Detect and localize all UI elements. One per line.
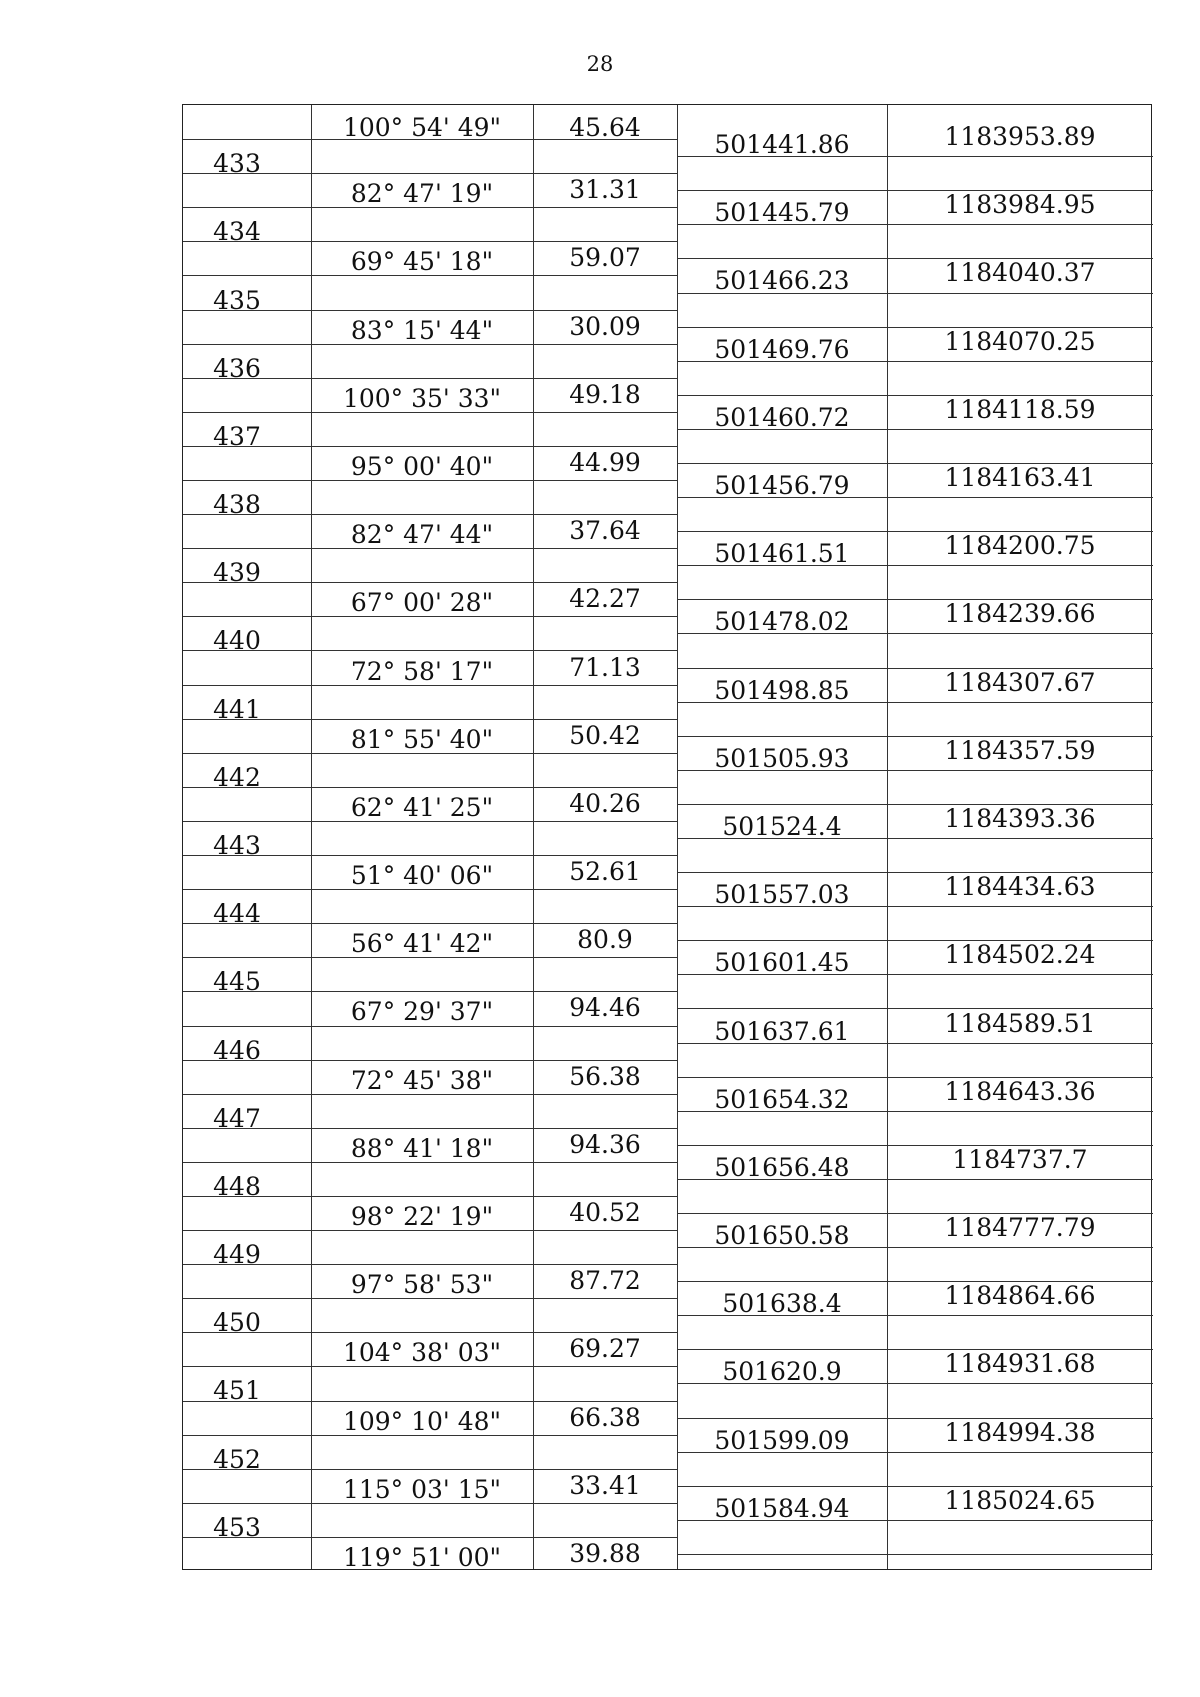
y-coordinate-cell: 1184931.68 (944, 1349, 1096, 1379)
row-divider (677, 1554, 1153, 1555)
x-coordinate-cell: 501599.09 (714, 1425, 850, 1455)
distance-cell: 87.72 (569, 1266, 641, 1296)
distance-cell: 39.88 (569, 1538, 641, 1568)
point-number-cell: 441 (213, 694, 261, 724)
bearing-cell: 97° 58' 53" (350, 1270, 494, 1300)
coordinate-table (182, 104, 1152, 1570)
distance-cell: 49.18 (569, 379, 641, 409)
bearing-cell: 115° 03' 15" (342, 1474, 502, 1504)
bearing-cell: 72° 45' 38" (350, 1065, 494, 1095)
bearing-cell: 88° 41' 18" (350, 1133, 494, 1163)
point-number-cell: 439 (213, 558, 261, 588)
x-coordinate-cell: 501601.45 (714, 948, 850, 978)
distance-cell: 30.09 (569, 311, 641, 341)
y-coordinate-cell: 1184777.79 (944, 1213, 1096, 1243)
x-coordinate-cell: 501637.61 (714, 1016, 850, 1046)
distance-cell: 80.9 (577, 925, 633, 955)
y-coordinate-cell: 1184864.66 (944, 1281, 1096, 1311)
y-coordinate-cell: 1184307.67 (944, 667, 1096, 697)
distance-cell: 59.07 (569, 243, 641, 273)
x-coordinate-cell: 501461.51 (714, 539, 850, 569)
point-number-cell: 444 (213, 899, 261, 929)
y-coordinate-cell: 1184200.75 (944, 531, 1096, 561)
distance-cell: 66.38 (569, 1402, 641, 1432)
x-coordinate-cell: 501524.4 (722, 811, 842, 841)
x-coordinate-cell: 501656.48 (714, 1152, 850, 1182)
distance-cell: 44.99 (569, 447, 641, 477)
bearing-cell: 67° 29' 37" (350, 997, 494, 1027)
bearing-cell: 62° 41' 25" (350, 792, 494, 822)
x-coordinate-cell: 501620.9 (722, 1357, 842, 1387)
distance-cell: 56.38 (569, 1061, 641, 1091)
bearing-cell: 81° 55' 40" (350, 724, 494, 754)
y-coordinate-cell: 1184070.25 (944, 326, 1096, 356)
distance-cell: 94.36 (569, 1129, 641, 1159)
x-coordinate-cell: 501498.85 (714, 675, 850, 705)
y-coordinate-cell: 1183984.95 (944, 190, 1096, 220)
x-coordinate-cell: 501478.02 (714, 607, 850, 637)
point-number-cell: 440 (213, 626, 261, 656)
bearing-cell: 69° 45' 18" (350, 247, 494, 277)
bearing-cell: 104° 38' 03" (342, 1338, 502, 1368)
bearing-cell: 82° 47' 44" (350, 520, 494, 550)
y-coordinate-cell: 1184163.41 (944, 463, 1096, 493)
point-number-cell: 435 (213, 285, 261, 315)
x-coordinate-cell: 501584.94 (714, 1493, 850, 1523)
point-number-cell: 451 (213, 1376, 261, 1406)
y-coordinate-cell: 1184239.66 (944, 599, 1096, 629)
distance-cell: 31.31 (569, 175, 641, 205)
y-coordinate-cell: 1184357.59 (944, 735, 1096, 765)
point-number-cell: 443 (213, 831, 261, 860)
y-coordinate-cell: 1184118.59 (944, 394, 1096, 424)
y-coordinate-cell: 1183953.89 (944, 122, 1096, 152)
x-coordinate-cell: 501456.79 (714, 471, 850, 501)
y-coordinate-cell: 1184994.38 (944, 1417, 1096, 1447)
x-coordinate-cell: 501445.79 (714, 198, 850, 228)
distance-cell: 52.61 (569, 857, 641, 887)
y-coordinate-cell: 1184434.63 (944, 872, 1096, 902)
y-coordinate-cell: 1184502.24 (944, 940, 1096, 970)
y-coordinate-cell: 1184737.7 (952, 1144, 1088, 1174)
bearing-cell: 83° 15' 44" (350, 315, 494, 345)
bearing-cell: 95° 00' 40" (350, 451, 494, 481)
bearing-cell: 72° 58' 17" (350, 656, 494, 686)
point-number-cell: 450 (213, 1308, 261, 1338)
distance-cell: 42.27 (569, 584, 641, 614)
distance-cell: 45.64 (569, 113, 641, 143)
x-coordinate-cell: 501557.03 (714, 880, 850, 910)
page-number: 28 (586, 52, 614, 76)
y-coordinate-cell: 1184040.37 (944, 258, 1096, 288)
point-number-cell: 434 (213, 217, 261, 247)
x-coordinate-cell: 501505.93 (714, 743, 850, 773)
point-number-cell: 442 (213, 762, 261, 792)
distance-cell: 69.27 (569, 1334, 641, 1364)
bearing-cell: 67° 00' 28" (350, 588, 494, 618)
point-number-cell: 449 (213, 1240, 261, 1270)
x-coordinate-cell: 501441.86 (714, 130, 850, 160)
point-number-cell: 437 (213, 421, 261, 451)
distance-cell: 37.64 (569, 516, 641, 546)
x-coordinate-cell: 501469.76 (714, 334, 850, 364)
x-coordinate-cell: 501638.4 (722, 1289, 842, 1319)
distance-cell: 33.41 (569, 1470, 641, 1500)
distance-cell: 94.46 (569, 993, 641, 1023)
point-number-cell: 445 (213, 967, 261, 997)
y-coordinate-cell: 1184393.36 (944, 803, 1096, 833)
bearing-cell: 100° 54' 49" (342, 113, 502, 143)
point-number-cell: 453 (213, 1512, 261, 1542)
point-number-cell: 438 (213, 490, 261, 520)
x-coordinate-cell: 501654.32 (714, 1084, 850, 1114)
bearing-cell: 100° 35' 33" (342, 383, 502, 413)
bearing-cell: 109° 10' 48" (342, 1406, 502, 1436)
x-coordinate-cell: 501460.72 (714, 402, 850, 432)
bearing-cell: 82° 47' 19" (350, 179, 494, 209)
x-coordinate-cell: 501650.58 (714, 1221, 850, 1251)
bearing-cell: 98° 22' 19" (350, 1202, 494, 1232)
point-number-cell: 433 (213, 149, 261, 179)
distance-cell: 40.26 (569, 788, 641, 818)
bearing-cell: 56° 41' 42" (350, 929, 494, 959)
point-number-cell: 448 (213, 1171, 261, 1201)
bearing-cell: 119° 51' 00" (342, 1542, 502, 1572)
bearing-cell: 51° 40' 06" (350, 861, 494, 891)
point-number-cell: 436 (213, 353, 261, 383)
distance-cell: 40.52 (569, 1198, 641, 1228)
y-coordinate-cell: 1185024.65 (944, 1485, 1096, 1515)
point-number-cell: 446 (213, 1035, 261, 1065)
y-coordinate-cell: 1184589.51 (944, 1008, 1096, 1038)
y-coordinate-cell: 1184643.36 (944, 1076, 1096, 1106)
point-number-cell: 452 (213, 1444, 261, 1474)
x-coordinate-cell: 501466.23 (714, 266, 850, 296)
distance-cell: 50.42 (569, 720, 641, 750)
distance-cell: 71.13 (569, 652, 641, 682)
point-number-cell: 447 (213, 1103, 261, 1133)
